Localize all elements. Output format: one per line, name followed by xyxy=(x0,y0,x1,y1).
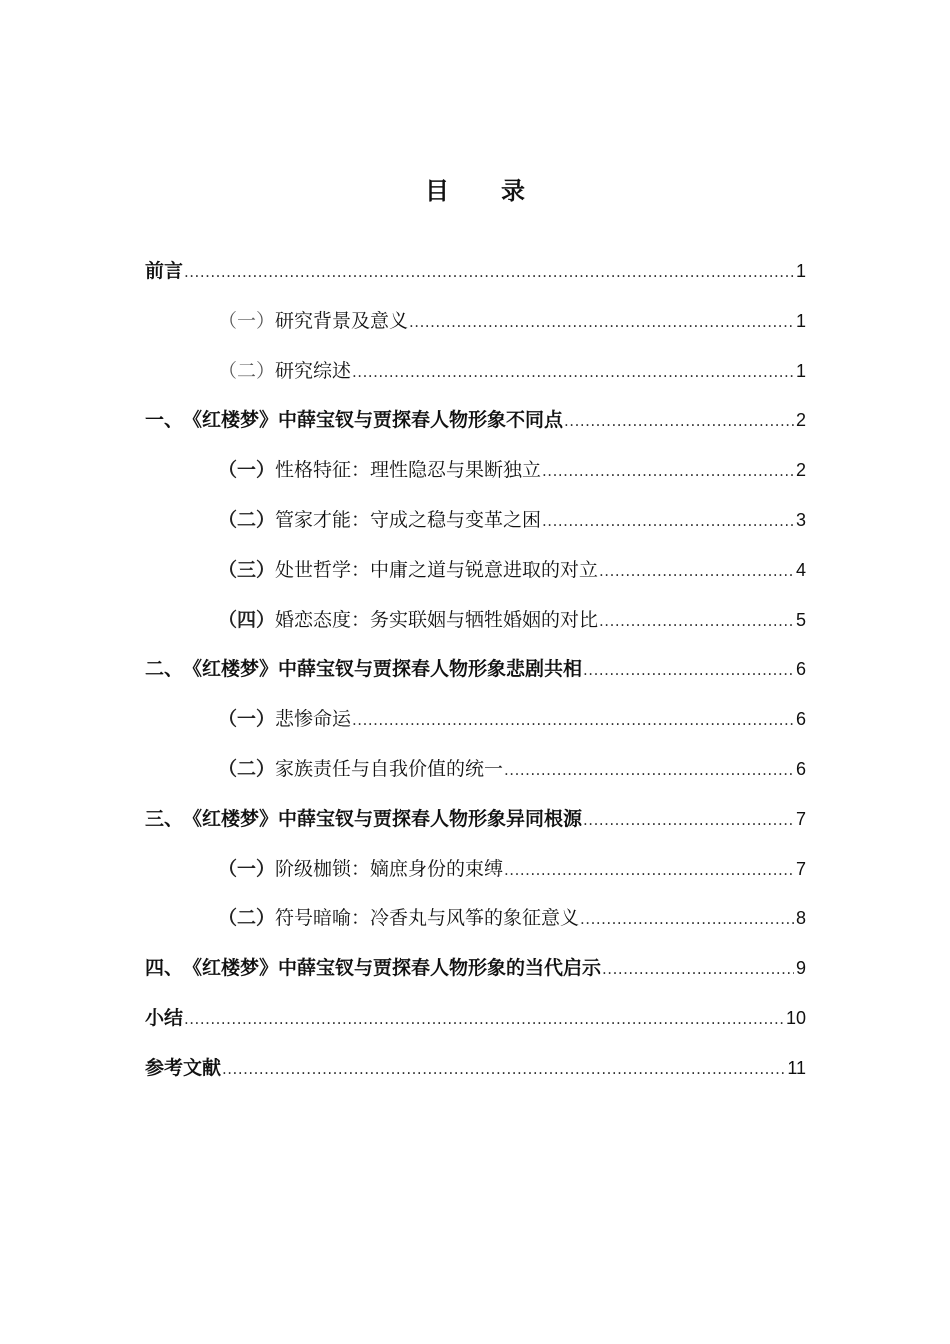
dot-leader xyxy=(599,554,794,588)
toc-page-number: 5 xyxy=(795,609,806,630)
toc-entry-summary[interactable] xyxy=(145,1001,806,1051)
toc-entry-text: 小结 xyxy=(145,1006,184,1029)
toc-entry-number: 二、 xyxy=(145,658,184,681)
toc-entry-number: （二） xyxy=(218,508,276,531)
toc-entry-chapter-2[interactable] xyxy=(145,652,806,702)
toc-entry-number: （二） xyxy=(218,359,276,382)
toc-page-number: 3 xyxy=(795,509,806,530)
toc-entry-text: 《红楼梦》中薛宝钗与贾探春人物形象异同根源 xyxy=(183,807,583,830)
toc-entry-text: 管家才能：守成之稳与变革之困 xyxy=(275,508,542,531)
toc-entry-2-4[interactable] xyxy=(145,603,806,653)
toc-page-number: 2 xyxy=(795,410,806,431)
toc-entry-1-2[interactable] xyxy=(145,354,806,404)
toc-entry-text: 阶级枷锁：嫡庶身份的束缚 xyxy=(275,857,504,880)
toc-page-number: 10 xyxy=(785,1007,806,1028)
dot-leader xyxy=(564,404,794,438)
dot-leader xyxy=(583,653,794,687)
dot-leader xyxy=(184,255,794,289)
toc-page-number: 6 xyxy=(795,758,806,779)
dot-leader xyxy=(580,902,794,936)
dot-leader xyxy=(583,803,794,837)
toc-entry-number: （四） xyxy=(218,608,276,631)
toc-entry-4-2[interactable] xyxy=(145,901,806,951)
toc-page-number: 8 xyxy=(795,908,806,929)
toc-entry-text: 研究背景及意义 xyxy=(275,309,409,332)
toc-page-number: 7 xyxy=(795,858,806,879)
toc-page-number: 6 xyxy=(795,659,806,680)
toc-entry-text: 家族责任与自我价值的统一 xyxy=(275,757,504,780)
toc-entry-number: （二） xyxy=(218,907,276,930)
toc-entry-1-1[interactable] xyxy=(145,304,806,354)
dot-leader xyxy=(602,952,794,986)
toc-entry-references[interactable] xyxy=(145,1051,806,1101)
toc-page-number: 4 xyxy=(795,559,806,580)
toc-entry-number: （二） xyxy=(218,757,276,780)
dot-leader xyxy=(184,1002,784,1036)
dot-leader xyxy=(409,305,794,339)
toc-entry-preface[interactable] xyxy=(145,254,806,304)
toc-page-number: 7 xyxy=(795,808,806,829)
toc-entry-text: 研究综述 xyxy=(275,359,352,382)
dot-leader xyxy=(542,504,794,538)
toc-entry-2-1[interactable] xyxy=(145,453,806,503)
toc-entry-2-2[interactable] xyxy=(145,503,806,553)
toc-entry-text: 婚恋态度：务实联姻与牺牲婚姻的对比 xyxy=(275,608,599,631)
dot-leader xyxy=(542,454,794,488)
toc-page-number: 2 xyxy=(795,460,806,481)
dot-leader xyxy=(352,355,794,389)
toc-entry-text: 《红楼梦》中薛宝钗与贾探春人物形象的当代启示 xyxy=(183,957,602,980)
toc-entry-number: （一） xyxy=(218,459,276,482)
toc-entry-text: 悲惨命运 xyxy=(275,708,352,731)
toc-entry-number: 一、 xyxy=(145,409,184,432)
dot-leader xyxy=(504,753,794,787)
toc-page-number: 1 xyxy=(795,360,806,381)
toc-entry-text: 前言 xyxy=(145,260,184,282)
toc-entry-number: （三） xyxy=(218,558,276,581)
toc-entry-text: 参考文献 xyxy=(145,1056,222,1079)
toc-entry-chapter-1[interactable] xyxy=(145,403,806,453)
toc-entry-3-1[interactable] xyxy=(145,702,806,752)
dot-leader xyxy=(599,604,794,638)
toc-entry-text: 《红楼梦》中薛宝钗与贾探春人物形象悲剧共相 xyxy=(183,658,583,681)
toc-entry-number: （一） xyxy=(218,309,276,332)
toc-entry-text: 性格特征：理性隐忍与果断独立 xyxy=(275,459,542,482)
toc-page-number: 11 xyxy=(787,1057,806,1078)
toc-entry-2-3[interactable] xyxy=(145,553,806,603)
toc-entry-number: （一） xyxy=(218,708,276,731)
table-of-contents xyxy=(145,254,806,1101)
dot-leader xyxy=(504,853,794,887)
toc-entry-chapter-3[interactable] xyxy=(145,802,806,852)
toc-entry-text: 处世哲学：中庸之道与锐意进取的对立 xyxy=(275,558,599,581)
toc-entry-text: 《红楼梦》中薛宝钗与贾探春人物形象不同点 xyxy=(183,409,564,432)
toc-page-number: 9 xyxy=(795,958,806,979)
dot-leader xyxy=(352,703,794,737)
toc-entry-4-1[interactable] xyxy=(145,852,806,902)
toc-entry-chapter-4[interactable] xyxy=(145,951,806,1001)
toc-entry-number: （一） xyxy=(218,857,276,880)
toc-page-number: 1 xyxy=(795,261,806,281)
toc-entry-number: 三、 xyxy=(145,807,184,830)
toc-entry-text: 符号暗喻：冷香丸与风筝的象征意义 xyxy=(275,907,580,930)
toc-entry-number: 四、 xyxy=(145,957,184,980)
page-title: 目录 xyxy=(425,177,577,205)
dot-leader xyxy=(222,1052,785,1086)
toc-page-number: 6 xyxy=(795,709,806,730)
toc-entry-3-2[interactable] xyxy=(145,752,806,802)
toc-page-number: 1 xyxy=(795,310,806,331)
